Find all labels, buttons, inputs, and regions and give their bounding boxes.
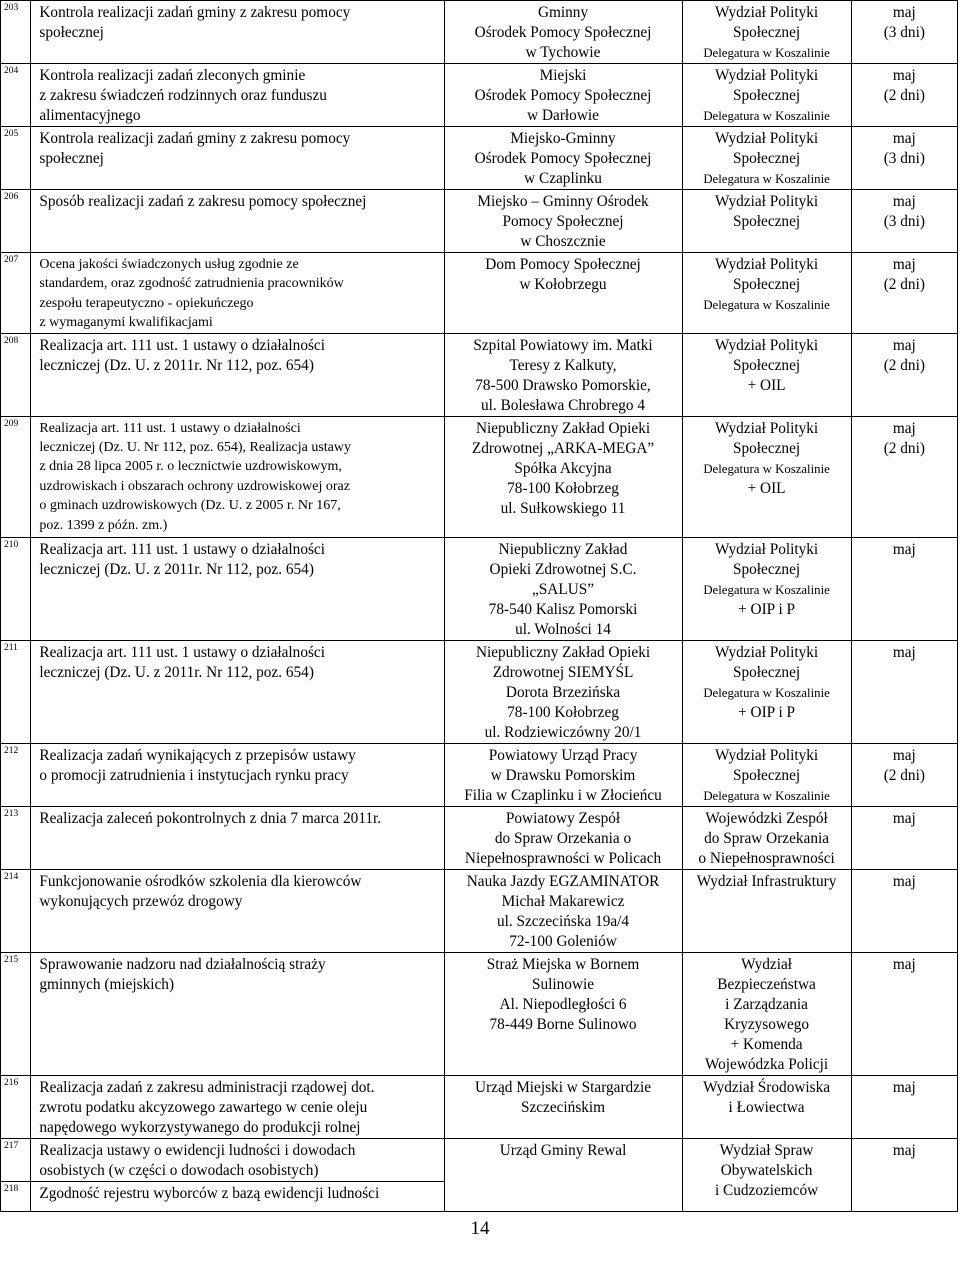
responsible-department: Wydział Polityki Społecznej Delegatura w Koszalinie + OIP i P [682,537,851,640]
inspection-subject: Realizacja zadań wynikających z przepisów ustawy o promocji zatrudnienia i instytucjach rynku pracy [31,743,444,806]
responsible-department: Wydział Spraw Obywatelskich i Cudzoziemców [682,1138,851,1211]
page-number: 14 [470,1218,490,1239]
responsible-department: Wydział Polityki Społecznej Delegatura w Koszalinie + OIP i P [682,640,851,743]
inspection-subject: Funkcjonowanie ośrodków szkolenia dla kierowców wykonujących przewóz drogowy [31,869,444,952]
inspection-term: maj [851,806,957,869]
row-number: 214 [1,869,31,952]
inspection-subject: Ocena jakości świadczonych usług zgodnie ze standardem, oraz zgodność zatrudnienia pracowników zespołu terapeutyczno - opiekuńczego z wymaganymi kwalifikacjami [31,253,444,334]
inspection-term: maj (2 dni) [851,64,957,127]
row-number: 206 [1,190,31,253]
row-number: 212 [1,743,31,806]
inspection-subject: Realizacja art. 111 ust. 1 ustawy o działalności leczniczej (Dz. U. z 2011r. Nr 112, poz. 654) [31,537,444,640]
table-row [1,416,958,537]
inspection-subject: Realizacja art. 111 ust. 1 ustawy o działalności leczniczej (Dz. U. z 2011r. Nr 112, poz. 654) [31,640,444,743]
table-row [1,952,958,1075]
table-row [1,640,958,743]
row-number: 203 [1,1,31,64]
responsible-department: Wydział Polityki Społecznej + OIL [682,333,851,416]
inspection-subject: Kontrola realizacji zadań zleconych gminie z zakresu świadczeń rodzinnych oraz funduszu alimentacyjnego [31,64,444,127]
inspection-term: maj (2 dni) [851,253,957,334]
row-number: 208 [1,333,31,416]
table-row [1,1138,958,1181]
table-row [1,537,958,640]
table-body [1,1,958,1212]
inspection-subject: Kontrola realizacji zadań gminy z zakresu pomocy społecznej [31,1,444,64]
inspection-subject: Realizacja ustawy o ewidencji ludności i dowodach osobistych (w części o dowodach osobistych) [31,1138,444,1181]
table-row [1,743,958,806]
inspected-entity: Miejsko – Gminny Ośrodek Pomocy Społecznej w Choszcznie [444,190,682,253]
inspection-term: maj (2 dni) [851,743,957,806]
row-number: 218 [1,1181,31,1211]
inspected-entity: Powiatowy Zespół do Spraw Orzekania o Niepełnosprawności w Policach [444,806,682,869]
inspection-subject: Zgodność rejestru wyborców z bazą ewidencji ludności [31,1181,444,1211]
inspection-subject: Realizacja art. 111 ust. 1 ustawy o działalności leczniczej (Dz. U. z 2011r. Nr 112, poz. 654) [31,333,444,416]
inspected-entity: Straż Miejska w Bornem Sulinowie Al. Niepodległości 6 78-449 Borne Sulinowo [444,952,682,1075]
table-row [1,806,958,869]
row-number: 209 [1,416,31,537]
row-number: 213 [1,806,31,869]
inspected-entity: Urząd Miejski w Stargardzie Szczecińskim [444,1075,682,1138]
inspection-term: maj (3 dni) [851,127,957,190]
table-row [1,64,958,127]
inspected-entity: Szpital Powiatowy im. Matki Teresy z Kalkuty, 78-500 Drawsko Pomorskie, ul. Bolesława Chrobrego 4 [444,333,682,416]
inspection-term: maj [851,952,957,1075]
inspection-subject: Realizacja art. 111 ust. 1 ustawy o działalności leczniczej (Dz. U. Nr 112, poz. 654), Realizacja ustawy z dnia 28 lipca 2005 r. o lecznictwie uzdrowiskowym, uzdrowiskach i obszarach ochrony uzdrowiskowej oraz o gminach uzdrowiskowych (Dz. U. z 2005 r. Nr 167, poz. 1399 z późn. zm.) [31,416,444,537]
responsible-department: Wydział Polityki Społecznej Delegatura w Koszalinie [682,127,851,190]
row-number: 210 [1,537,31,640]
inspection-subject: Sprawowanie nadzoru nad działalnością straży gminnych (miejskich) [31,952,444,1075]
responsible-department: Wydział Bezpieczeństwa i Zarządzania Kryzysowego + Komenda Wojewódzka Policji [682,952,851,1075]
responsible-department: Wydział Polityki Społecznej Delegatura w Koszalinie + OIL [682,416,851,537]
row-number: 217 [1,1138,31,1181]
inspected-entity: Urząd Gminy Rewal [444,1138,682,1211]
responsible-department: Wydział Polityki Społecznej Delegatura w Koszalinie [682,64,851,127]
inspection-subject: Sposób realizacji zadań z zakresu pomocy społecznej [31,190,444,253]
table-row [1,127,958,190]
inspected-entity: Niepubliczny Zakład Opieki Zdrowotnej „ARKA-MEGA” Spółka Akcyjna 78-100 Kołobrzeg ul. Sułkowskiego 11 [444,416,682,537]
inspection-term: maj (3 dni) [851,190,957,253]
responsible-department: Wydział Polityki Społecznej Delegatura w Koszalinie [682,1,851,64]
table-row [1,869,958,952]
table-row [1,253,958,334]
responsible-department: Wydział Polityki Społecznej Delegatura w Koszalinie [682,743,851,806]
row-number: 204 [1,64,31,127]
inspection-term: maj [851,1138,957,1211]
inspection-term: maj [851,1075,957,1138]
responsible-department: Wydział Polityki Społecznej Delegatura w Koszalinie [682,253,851,334]
row-number: 205 [1,127,31,190]
table-row [1,1,958,64]
responsible-department: Wydział Infrastruktury [682,869,851,952]
inspection-term: maj [851,640,957,743]
responsible-department: Wydział Środowiska i Łowiectwa [682,1075,851,1138]
inspected-entity: Niepubliczny Zakład Opieki Zdrowotnej S.C. „SALUS” 78-540 Kalisz Pomorski ul. Wolności 14 [444,537,682,640]
inspected-entity: Miejsko-Gminny Ośrodek Pomocy Społecznej w Czaplinku [444,127,682,190]
inspection-term: maj (2 dni) [851,416,957,537]
inspection-term: maj (2 dni) [851,333,957,416]
inspected-entity: Powiatowy Urząd Pracy w Drawsku Pomorskim Filia w Czaplinku i w Złocieńcu [444,743,682,806]
inspection-subject: Realizacja zaleceń pokontrolnych z dnia 7 marca 2011r. [31,806,444,869]
inspection-term: maj [851,869,957,952]
responsible-department: Wydział Polityki Społecznej [682,190,851,253]
table-row [1,190,958,253]
row-number: 207 [1,253,31,334]
inspected-entity: Gminny Ośrodek Pomocy Społecznej w Tychowie [444,1,682,64]
row-number: 211 [1,640,31,743]
inspected-entity: Nauka Jazdy EGZAMINATOR Michał Makarewicz ul. Szczecińska 19a/4 72-100 Goleniów [444,869,682,952]
table-row [1,1075,958,1138]
inspected-entity: Niepubliczny Zakład Opieki Zdrowotnej SIEMYŚL Dorota Brzezińska 78-100 Kołobrzeg ul. Rodziewiczówny 20/1 [444,640,682,743]
inspection-subject: Realizacja zadań z zakresu administracji rządowej dot. zwrotu podatku akcyzowego zawartego w cenie oleju napędowego wykorzystywanego do produkcji rolnej [31,1075,444,1138]
inspection-subject: Kontrola realizacji zadań gminy z zakresu pomocy społecznej [31,127,444,190]
row-number: 216 [1,1075,31,1138]
responsible-department: Wojewódzki Zespół do Spraw Orzekania o Niepełnosprawności [682,806,851,869]
table-row [1,333,958,416]
row-number: 215 [1,952,31,1075]
inspection-term: maj [851,537,957,640]
inspection-term: maj (3 dni) [851,1,957,64]
inspected-entity: Miejski Ośrodek Pomocy Społecznej w Darłowie [444,64,682,127]
inspected-entity: Dom Pomocy Społecznej w Kołobrzegu [444,253,682,334]
